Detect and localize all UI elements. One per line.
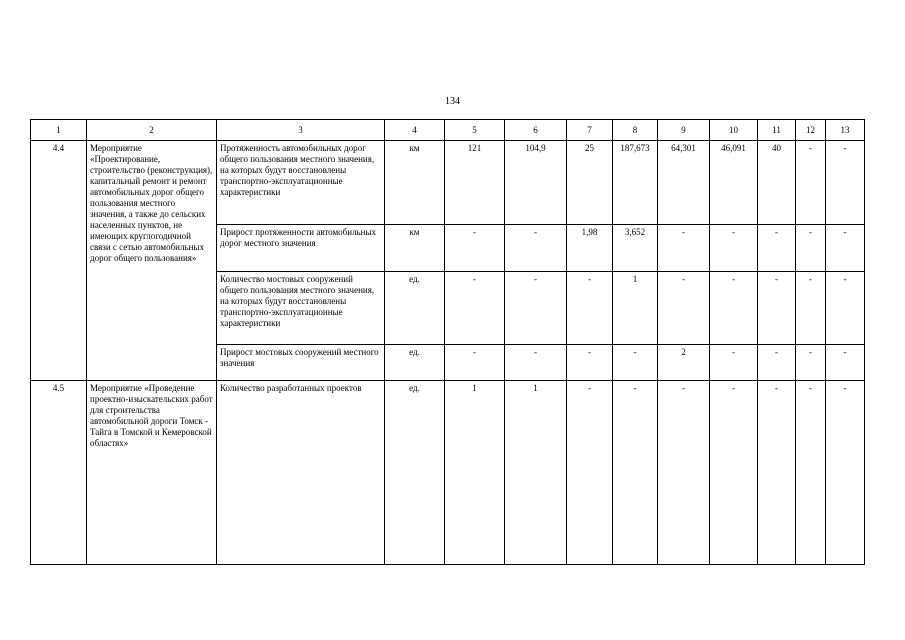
indicator-unit: км: [385, 141, 445, 225]
indicator-unit: ед.: [385, 272, 445, 345]
value-cell: -: [758, 225, 796, 272]
indicator-name: Количество мостовых сооружений общего пользования местного значения, на которых будут восстановлены транспортно-эксплуатационные характеристики: [217, 272, 385, 345]
value-cell: -: [758, 272, 796, 345]
value-cell: -: [796, 381, 826, 565]
header-cell: 12: [796, 120, 826, 141]
value-cell: 46,091: [710, 141, 758, 225]
header-cell: 13: [826, 120, 865, 141]
indicator-unit: ед.: [385, 345, 445, 381]
indicator-unit: км: [385, 225, 445, 272]
value-cell: 187,673: [613, 141, 658, 225]
header-cell: 8: [613, 120, 658, 141]
header-cell: 11: [758, 120, 796, 141]
value-cell: 121: [445, 141, 505, 225]
value-cell: -: [710, 381, 758, 565]
indicator-name: Прирост мостовых сооружений местного значения: [217, 345, 385, 381]
value-cell: -: [567, 272, 613, 345]
value-cell: -: [826, 272, 865, 345]
row-number: 4.5: [31, 381, 87, 565]
value-cell: -: [658, 381, 710, 565]
value-cell: -: [613, 381, 658, 565]
header-cell: 6: [505, 120, 567, 141]
header-cell: 5: [445, 120, 505, 141]
value-cell: 104,9: [505, 141, 567, 225]
header-cell: 1: [31, 120, 87, 141]
value-cell: -: [445, 272, 505, 345]
value-cell: 25: [567, 141, 613, 225]
header-cell: 2: [87, 120, 217, 141]
activity-name: Мероприятие «Проведение проектно-изыскательских работ для строительства автомобильной дороги Томск - Тайга в Томской и Кемеровской областях»: [87, 381, 217, 565]
value-cell: -: [505, 272, 567, 345]
header-cell: 3: [217, 120, 385, 141]
indicators-table: [30, 119, 865, 565]
value-cell: -: [758, 381, 796, 565]
table-header-row: [31, 120, 865, 141]
value-cell: -: [445, 345, 505, 381]
header-cell: 4: [385, 120, 445, 141]
header-cell: 10: [710, 120, 758, 141]
value-cell: -: [826, 225, 865, 272]
value-cell: -: [658, 272, 710, 345]
header-cell: 7: [567, 120, 613, 141]
value-cell: -: [710, 272, 758, 345]
value-cell: 2: [658, 345, 710, 381]
row-number: 4.4: [31, 141, 87, 381]
value-cell: -: [505, 225, 567, 272]
indicator-unit: ед.: [385, 381, 445, 565]
value-cell: -: [796, 272, 826, 345]
value-cell: -: [445, 225, 505, 272]
value-cell: 1: [505, 381, 567, 565]
value-cell: -: [796, 225, 826, 272]
value-cell: 1: [613, 272, 658, 345]
value-cell: 40: [758, 141, 796, 225]
value-cell: 64,301: [658, 141, 710, 225]
value-cell: -: [567, 345, 613, 381]
value-cell: -: [826, 381, 865, 565]
value-cell: -: [758, 345, 796, 381]
value-cell: -: [710, 345, 758, 381]
activity-name: Мероприятие «Проектирование, строительство (реконструкция), капитальный ремонт и ремонт автомобильных дорог общего пользования местного значения, а также до сельских населенных пунктов, не имеющих круглогодичной связи с сетью автомобильных дорог общего пользования»: [87, 141, 217, 381]
value-cell: -: [710, 225, 758, 272]
value-cell: -: [613, 345, 658, 381]
value-cell: -: [658, 225, 710, 272]
indicator-name: Прирост протяженности автомобильных дорог местного значения: [217, 225, 385, 272]
value-cell: -: [796, 141, 826, 225]
value-cell: 1: [445, 381, 505, 565]
page-number: 134: [445, 96, 460, 107]
header-cell: 9: [658, 120, 710, 141]
indicator-name: Протяженность автомобильных дорог общего пользования местного значения, на которых будут восстановлены транспортно-эксплуатационные характеристики: [217, 141, 385, 225]
value-cell: -: [567, 381, 613, 565]
indicator-name: Количество разработанных проектов: [217, 381, 385, 565]
value-cell: -: [826, 345, 865, 381]
value-cell: -: [505, 345, 567, 381]
table-row: [31, 381, 865, 565]
value-cell: -: [826, 141, 865, 225]
value-cell: 3,652: [613, 225, 658, 272]
table-row: [31, 141, 865, 225]
value-cell: -: [796, 345, 826, 381]
value-cell: 1,98: [567, 225, 613, 272]
